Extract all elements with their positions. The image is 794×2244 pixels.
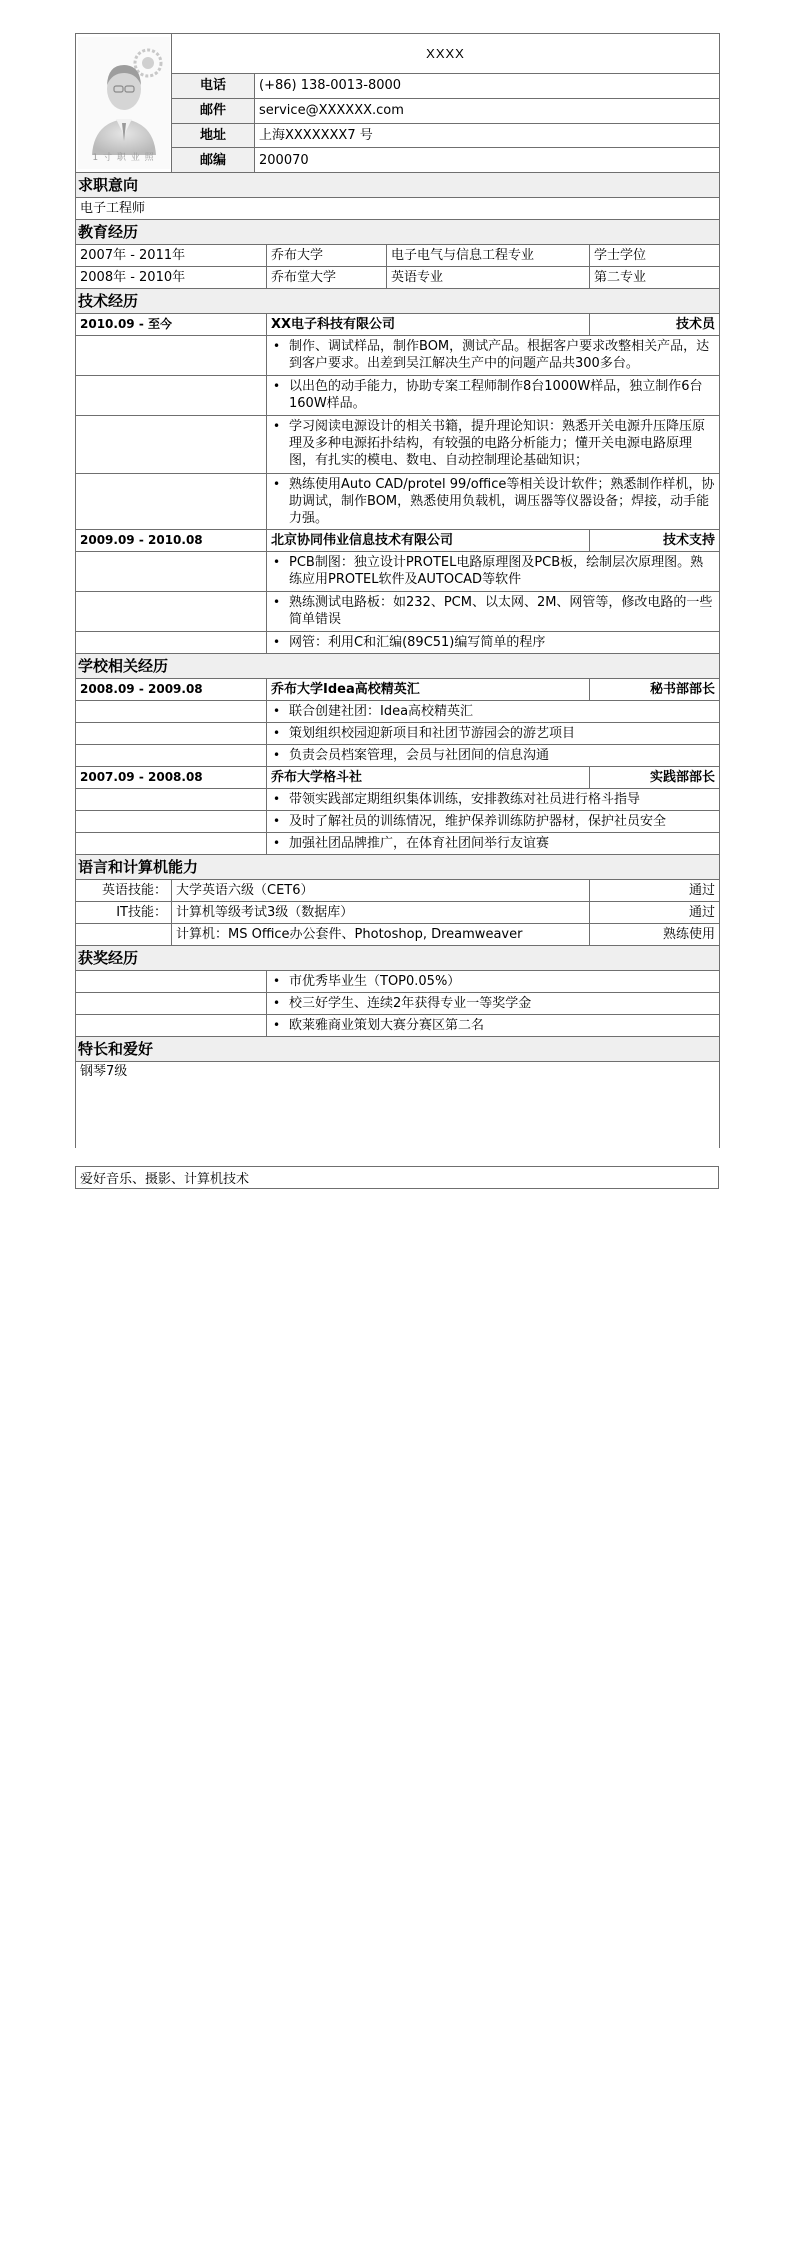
objective-value: 电子工程师 bbox=[76, 198, 720, 220]
job-header bbox=[76, 530, 720, 552]
section-title-skills: 语言和计算机能力 bbox=[76, 855, 720, 880]
bullet-text: 制作、调试样品，制作BOM，测试产品。根据客户要求改整相关产品，达到客户要求。出差到吴江解决生产中的问题产品共300多台。 bbox=[289, 339, 710, 371]
award-text: 校三好学生、连续2年获得专业一等奖学金 bbox=[289, 996, 532, 1011]
resume-document bbox=[75, 33, 719, 1189]
list-item bbox=[76, 552, 720, 592]
education-major: 电子电气与信息工程专业 bbox=[387, 245, 590, 267]
job-role: 技术支持 bbox=[590, 530, 720, 552]
section-title-education: 教育经历 bbox=[76, 220, 720, 245]
list-item bbox=[76, 376, 720, 416]
award-text: 欧莱雅商业策划大赛分赛区第二名 bbox=[289, 1018, 485, 1033]
skill-level: 通过 bbox=[590, 902, 720, 924]
skill-level: 熟练使用 bbox=[590, 924, 720, 946]
list-item bbox=[76, 833, 720, 855]
bullet-icon: • bbox=[273, 477, 281, 491]
activity-role: 实践部部长 bbox=[590, 767, 720, 789]
section-title-awards: 获奖经历 bbox=[76, 946, 720, 971]
candidate-name: XXXX bbox=[172, 34, 720, 74]
activity-org: 乔布大学格斗社 bbox=[267, 767, 590, 789]
hobby-line-2: 爱好音乐、摄影、计算机技术 bbox=[76, 1166, 719, 1188]
address-label: 地址 bbox=[172, 123, 255, 148]
education-school: 乔布堂大学 bbox=[267, 267, 387, 289]
list-item bbox=[76, 1015, 720, 1037]
phone-value: (+86) 138-0013-8000 bbox=[255, 74, 720, 99]
bullet-icon: • bbox=[273, 419, 281, 433]
bullet-icon: • bbox=[273, 1018, 281, 1032]
zip-value: 200070 bbox=[255, 148, 720, 173]
section-title-school: 学校相关经历 bbox=[76, 654, 720, 679]
hobby-table bbox=[75, 1166, 719, 1189]
activity-header bbox=[76, 679, 720, 701]
education-school: 乔布大学 bbox=[267, 245, 387, 267]
section-title-tech: 技术经历 bbox=[76, 289, 720, 314]
bullet-text: 带领实践部定期组织集体训练，安排教练对社员进行格斗指导 bbox=[289, 792, 641, 807]
address-value: 上海XXXXXXX7 号 bbox=[255, 123, 720, 148]
bullet-icon: • bbox=[273, 595, 281, 609]
bullet-icon: • bbox=[273, 555, 281, 569]
resume-table bbox=[75, 33, 720, 1148]
bullet-icon: • bbox=[273, 974, 281, 988]
list-item bbox=[76, 745, 720, 767]
skill-label: 英语技能： bbox=[76, 880, 172, 902]
list-item bbox=[76, 971, 720, 993]
list-item bbox=[76, 416, 720, 474]
skill-row bbox=[76, 924, 720, 946]
bullet-text: 及时了解社员的训练情况，维护保养训练防护器材，保护社员安全 bbox=[289, 814, 667, 829]
job-period: 2010.09 - 至今 bbox=[76, 314, 267, 336]
bullet-icon: • bbox=[273, 792, 281, 806]
activity-role: 秘书部部长 bbox=[590, 679, 720, 701]
bullet-text: 学习阅读电源设计的相关书籍，提升理论知识：熟悉开关电源升压降压原理及多种电源拓扑结构，有较强的电路分析能力；懂开关电源电路原理图，有扎实的模电、数电、自动控制理论基础知识； bbox=[289, 419, 706, 468]
email-label: 邮件 bbox=[172, 98, 255, 123]
zip-label: 邮编 bbox=[172, 148, 255, 173]
bullet-icon: • bbox=[273, 704, 281, 718]
profile-photo bbox=[78, 37, 170, 169]
education-degree: 第二专业 bbox=[590, 267, 720, 289]
section-title-hobbies: 特长和爱好 bbox=[76, 1037, 720, 1062]
hobby-line-1: 钢琴7级 bbox=[76, 1062, 720, 1082]
award-text: 市优秀毕业生（TOP0.05%） bbox=[289, 974, 461, 989]
skill-desc: 计算机等级考试3级（数据库） bbox=[172, 902, 590, 924]
skill-desc: 大学英语六级（CET6） bbox=[172, 880, 590, 902]
activity-org: 乔布大学Idea高校精英汇 bbox=[267, 679, 590, 701]
list-item bbox=[76, 993, 720, 1015]
bullet-text: 加强社团品牌推广，在体育社团间举行友谊赛 bbox=[289, 836, 550, 851]
photo-cell bbox=[76, 34, 172, 173]
activity-header bbox=[76, 767, 720, 789]
bullet-text: 以出色的动手能力，协助专案工程师制作8台1000W样品，独立制作6台160W样品。 bbox=[289, 379, 703, 411]
education-row bbox=[76, 267, 720, 289]
bullet-text: PCB制图：独立设计PROTEL电路原理图及PCB板，绘制层次原理图。熟练应用PROTEL软件及AUTOCAD等软件 bbox=[289, 555, 704, 587]
list-item bbox=[76, 632, 720, 654]
education-degree: 学士学位 bbox=[590, 245, 720, 267]
list-item bbox=[76, 336, 720, 376]
activity-period: 2008.09 - 2009.08 bbox=[76, 679, 267, 701]
bullet-text: 负责会员档案管理，会员与社团间的信息沟通 bbox=[289, 748, 550, 763]
education-major: 英语专业 bbox=[387, 267, 590, 289]
bullet-text: 联合创建社团：Idea高校精英汇 bbox=[289, 704, 474, 719]
skill-label: IT技能： bbox=[76, 902, 172, 924]
list-item bbox=[76, 701, 720, 723]
list-item bbox=[76, 723, 720, 745]
job-role: 技术员 bbox=[590, 314, 720, 336]
bullet-icon: • bbox=[273, 339, 281, 353]
list-item bbox=[76, 474, 720, 530]
list-item bbox=[76, 811, 720, 833]
bullet-icon: • bbox=[273, 379, 281, 393]
skill-label bbox=[76, 924, 172, 946]
activity-period: 2007.09 - 2008.08 bbox=[76, 767, 267, 789]
education-period: 2008年 - 2010年 bbox=[76, 267, 267, 289]
job-header bbox=[76, 314, 720, 336]
bullet-icon: • bbox=[273, 748, 281, 762]
skill-row bbox=[76, 880, 720, 902]
job-period: 2009.09 - 2010.08 bbox=[76, 530, 267, 552]
bullet-icon: • bbox=[273, 814, 281, 828]
skill-desc: 计算机：MS Office办公套件、Photoshop, Dreamweaver bbox=[172, 924, 590, 946]
bullet-text: 网管：利用C和汇编(89C51)编写简单的程序 bbox=[289, 635, 546, 650]
job-company: XX电子科技有限公司 bbox=[267, 314, 590, 336]
list-item bbox=[76, 592, 720, 632]
bullet-icon: • bbox=[273, 726, 281, 740]
bullet-text: 熟练测试电路板：如232、PCM、以太网、2M、网管等，修改电路的一些简单错误 bbox=[289, 595, 713, 627]
job-company: 北京协同伟业信息技术有限公司 bbox=[267, 530, 590, 552]
phone-label: 电话 bbox=[172, 74, 255, 99]
bullet-text: 策划组织校园迎新项目和社团节游园会的游艺项目 bbox=[289, 726, 576, 741]
education-row bbox=[76, 245, 720, 267]
list-item bbox=[76, 789, 720, 811]
skill-level: 通过 bbox=[590, 880, 720, 902]
bullet-icon: • bbox=[273, 635, 281, 649]
bullet-icon: • bbox=[273, 996, 281, 1010]
skill-row bbox=[76, 902, 720, 924]
email-value: service@XXXXXX.com bbox=[255, 98, 720, 123]
section-title-objective: 求职意向 bbox=[76, 173, 720, 198]
education-period: 2007年 - 2011年 bbox=[76, 245, 267, 267]
photo-caption: 1 寸 职 业 照 bbox=[92, 153, 155, 163]
bullet-text: 熟练使用Auto CAD/protel 99/office等相关设计软件；熟悉制作样机，协助调试，制作BOM，熟悉使用负载机，调压器等仪器设备；焊接，动手能力强。 bbox=[289, 477, 715, 526]
bullet-icon: • bbox=[273, 836, 281, 850]
